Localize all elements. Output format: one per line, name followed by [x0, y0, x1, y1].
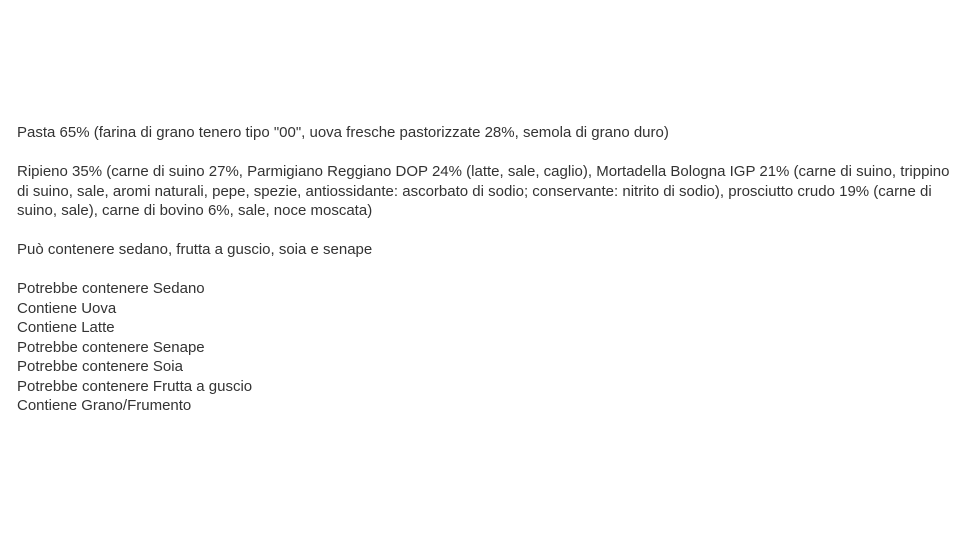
allergen-item: Contiene Uova	[17, 299, 117, 317]
allergen-item: Contiene Latte	[17, 319, 115, 336]
may-contain-statement: Può contenere sedano, frutta a guscio, soia e senape	[17, 241, 373, 258]
allergen-item: Potrebbe contenere Frutta a guscio	[17, 377, 253, 395]
allergen-item: Contiene Grano/Frumento	[17, 397, 192, 414]
filling-ingredients: Ripieno 35% (carne di suino 27%, Parmigiano Reggiano DOP 24% (latte, sale, caglio), Mortadella Bologna IGP 21% (carne di suino, trippino di suino, sale, aromi naturali, pepe, spezie, antiossidante: ascorbato di sodio; conservante: nitrito di sodio), prosciutto crudo 19% (carne di suino, sale), carne di bovino 6%, sale, noce moscata)	[17, 163, 950, 219]
allergen-item: Potrebbe contenere Soia	[17, 358, 183, 375]
pasta-ingredients: Pasta 65% (farina di grano tenero tipo "00", uova fresche pastorizzate 28%, semola di grano duro)	[17, 124, 669, 141]
ingredients-section	[17, 123, 952, 416]
allergen-item: Potrebbe contenere Sedano	[17, 280, 205, 297]
allergen-list	[17, 279, 952, 416]
allergen-item: Potrebbe contenere Senape	[17, 338, 205, 356]
